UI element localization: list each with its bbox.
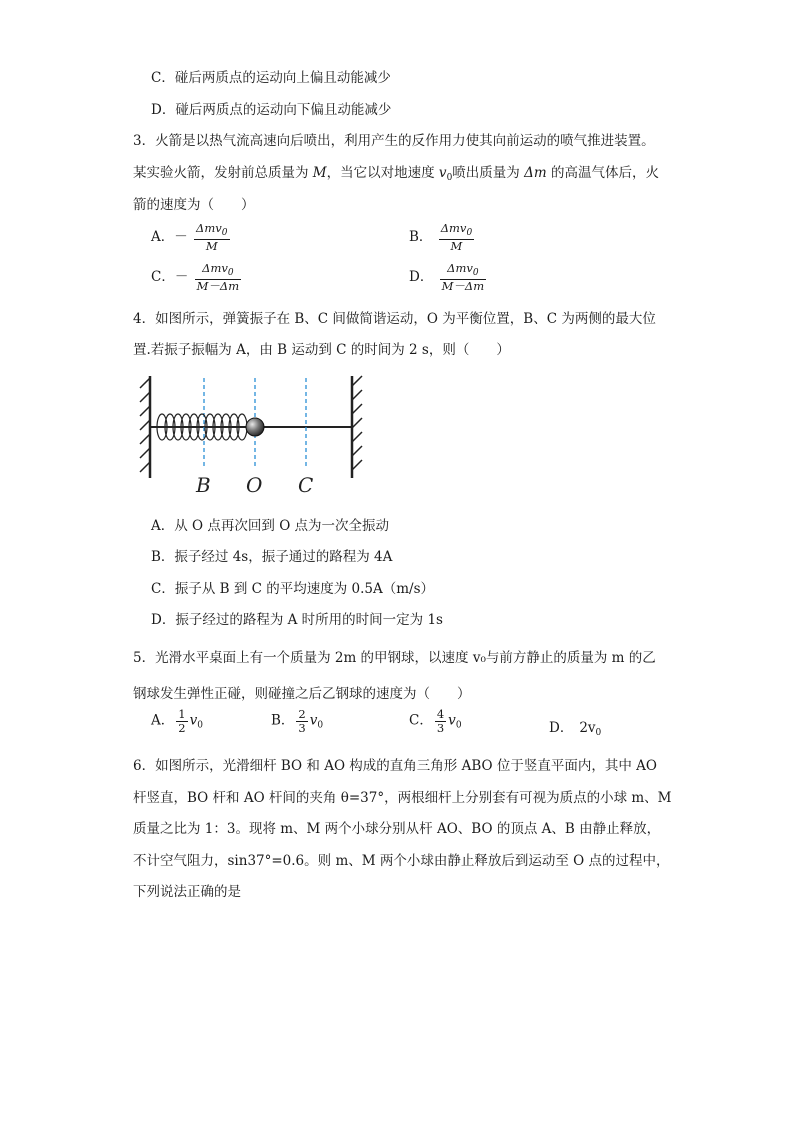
oscillator-ball xyxy=(246,418,264,436)
q5-option-a: A． $\frac{1}{2}$ $v_0$ xyxy=(151,707,203,735)
q6-stem-line1: 6．如图所示，光滑细杆 BO 和 AO 构成的直角三角形 ABO 位于竖直平面内，其中 AO xyxy=(133,758,657,774)
spring-oscillator-figure xyxy=(130,370,370,500)
right-wall-hatching xyxy=(352,376,362,470)
q3-stem-line3: 箭的速度为（ ） xyxy=(133,197,255,213)
q4-option-d: D．振子经过的路程为 A 时所用的时间一定为 1s xyxy=(151,612,443,628)
q6-stem-line2: 杆竖直，BO 杆和 AO 杆间的夹角 θ=37°，两根细杆上分别套有可视为质点的小球 m、M xyxy=(133,790,672,806)
q4-option-c: C．振子从 B 到 C 的平均速度为 0.5A（m/s） xyxy=(151,581,435,597)
q3-option-c: C．－ $\frac{\Delta mv_0}{M-\Delta m}$ xyxy=(151,261,240,293)
left-wall-hatching xyxy=(140,378,150,472)
q3-option-a: A．－ $\frac{\Delta mv_0}{M}$ xyxy=(151,221,228,253)
q3-stem-line2: 某实验火箭，发射前总质量为 M，当它以对地速度 $v_0$喷出质量为 Δm 的高温气体后，火 xyxy=(133,165,659,183)
q4-option-a: A．从 O 点再次回到 O 点为一次全振动 xyxy=(151,518,390,534)
q3-option-b: B． $\frac{\Delta mv_0}{M}$ xyxy=(409,221,473,253)
label-c: C xyxy=(298,473,314,497)
q3-stem-line1: 3．火箭是以热气流高速向后喷出，利用产生的反作用力使其向前运动的喷气推进装置。 xyxy=(133,133,655,149)
q5-option-c: C． $\frac{4}{3}$ $v_0$ xyxy=(409,707,462,735)
q2-option-d: D．碰后两质点的运动向下偏且动能减少 xyxy=(151,102,392,118)
label-b: B xyxy=(196,473,211,497)
q2-option-c: C．碰后两质点的运动向上偏且动能减少 xyxy=(151,70,391,86)
q3-option-d: D． $\frac{\Delta mv_0}{M-\Delta m}$ xyxy=(409,261,485,293)
q3-d-fraction: $\frac{\Delta mv_0}{M-\Delta m}$ xyxy=(441,261,485,293)
q5-option-b: B． $\frac{2}{3}$ $v_0$ xyxy=(271,707,324,735)
q6-stem-line5: 下列说法正确的是 xyxy=(133,884,241,900)
q3-a-fraction: $\frac{\Delta mv_0}{M}$ xyxy=(196,221,228,253)
q4-stem-line2: 置.若振子振幅为 A，由 B 运动到 C 的时间为 2 s，则（ ） xyxy=(133,342,510,358)
q5-stem-line1: 5．光滑水平桌面上有一个质量为 2m 的甲钢球，以速度 v₀与前方静止的质量为 m 的乙 xyxy=(133,650,656,666)
q5-stem-line2: 钢球发生弹性正碰，则碰撞之后乙钢球的速度为（ ） xyxy=(133,686,471,702)
q4-option-b: B．振子经过 4s，振子通过的路程为 4A xyxy=(151,549,393,565)
label-o: O xyxy=(246,473,263,497)
q4-stem-line1: 4．如图所示，弹簧振子在 B、C 间做简谐运动，O 为平衡位置，B、C 为两侧的最大位 xyxy=(133,311,656,327)
q3-b-fraction: $\frac{\Delta mv_0}{M}$ xyxy=(440,221,473,253)
q6-stem-line3: 质量之比为 1：3。现将 m、M 两个小球分别从杆 AO、BO 的顶点 A、B 由静止释放， xyxy=(133,821,661,837)
q6-stem-line4: 不计空气阻力，sin37°=0.6。则 m、M 两个小球由静止释放后到运动至 O 点的过程中， xyxy=(133,853,670,869)
q3-c-fraction: $\frac{\Delta mv_0}{M-\Delta m}$ xyxy=(196,261,240,293)
q5-option-d: D． $2v_0$ xyxy=(549,720,602,738)
